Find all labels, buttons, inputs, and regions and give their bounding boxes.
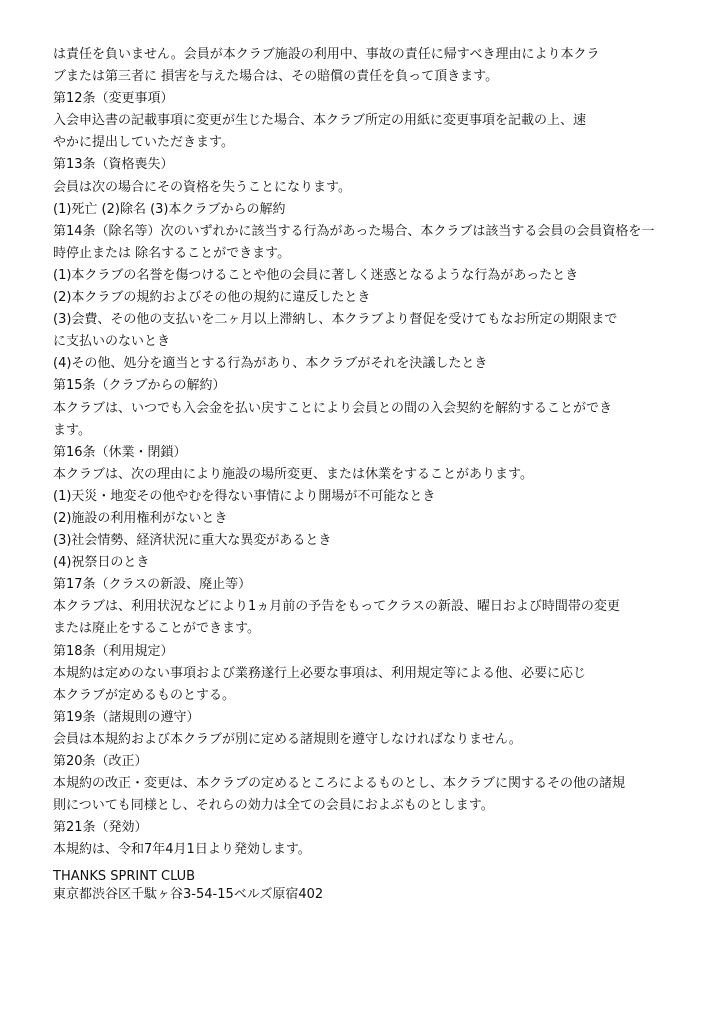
text-line: (3)会費、その他の支払いを二ヶ月以上滞納し、本クラブより督促を受けてもなお所定の期限まで <box>53 312 618 328</box>
text-line: ます。 <box>53 422 91 438</box>
text-line: 本クラブは、利用状況などにより1ヵ月前の予告をもってクラスの新設、曜日および時間帯の変更 <box>53 599 620 615</box>
text-line: 会員は本規約および本クラブが別に定める諸規則を遵守しなければなりません。 <box>53 731 522 747</box>
text-line: に支払いのないとき <box>53 334 171 350</box>
club-name: THANKS SPRINT CLUB <box>53 869 196 884</box>
text-line: 本規約は、令和7年4月1日より発効します。 <box>53 842 311 858</box>
text-line: は責任を負いません。会員が本クラブ施設の利用中、事故の責任に帰すべき理由により本クラ <box>53 47 600 62</box>
article-heading: 第19条（諸規則の遵守） <box>53 709 200 725</box>
club-address: 東京都渋谷区千駄ヶ谷3-54-15ベルズ原宿402 <box>53 887 324 902</box>
article-heading: 第20条（改正） <box>53 754 148 769</box>
text-line: (2)施設の利用権利がないとき <box>53 510 228 526</box>
text-line: (3)社会情勢、経済状況に重大な異変があるとき <box>53 533 332 549</box>
text-line: (1)死亡 (2)除名 (3)本クラブからの解約 <box>53 201 286 217</box>
text-line: 本クラブが定めるものとする。 <box>53 687 236 703</box>
text-line: (2)本クラブの規約およびその他の規約に違反したとき <box>53 290 371 306</box>
text-line: 本クラブは、いつでも入会金を払い戻すことにより会員との間の入会契約を解約することができ <box>53 400 613 416</box>
text-line: 本クラブは、次の理由により施設の場所変更、または休業をすることがあります。 <box>53 466 533 482</box>
text-line: (4)祝祭日のとき <box>53 555 150 571</box>
text-line: または廃止をすることができます。 <box>53 621 260 637</box>
article-heading: 第16条（休業・閉鎖） <box>53 444 187 460</box>
text-line: 則についても同様とし、それらの効力は全ての会員におよぶものとします。 <box>53 798 494 814</box>
article-heading: 第15条（クラブからの解約） <box>53 378 226 394</box>
article-heading: 第17条（クラスの新設、廃止等） <box>53 577 252 593</box>
text-line: (1)本クラブの名誉を傷つけることや他の会員に著しく迷惑となるような行為があったとき <box>53 267 579 283</box>
text-line: 会員は次の場合にその資格を失うことになります。 <box>53 179 351 195</box>
text-line: (1)天災・地変その他やむを得ない事情により開場が不可能なとき <box>53 488 436 504</box>
terms-body <box>53 44 693 861</box>
club-footer <box>53 868 323 904</box>
article-heading: 第21条（発効） <box>53 820 148 836</box>
article-heading: 第12条（変更事項） <box>53 91 174 107</box>
article-heading: 第18条（利用規定） <box>53 643 174 659</box>
article-heading: 第13条（資格喪失） <box>53 157 174 173</box>
text-line: 時停止または 除名することができます。 <box>53 245 291 261</box>
text-line: やかに提出していただきます。 <box>53 135 234 151</box>
text-line: ブまたは第三者に 損害を与えた場合は、その賠償の責任を負って頂きます。 <box>53 69 499 85</box>
article-heading: 第14条（除名等）次のいずれかに該当する行為があった場合、本クラブは該当する会員の会員資格を一 <box>53 223 655 239</box>
text-line: 本規約の改正・変更は、本クラブの定めるところによるものとし、本クラブに関するその他の諸規 <box>53 776 626 792</box>
text-line: 本規約は定めのない事項および業務遂行上必要な事項は、利用規定等による他、必要に応じ <box>53 665 587 681</box>
text-line: 入会申込書の記載事項に変更が生じた場合、本クラブ所定の用紙に変更事項を記載の上、速 <box>53 113 587 129</box>
text-line: (4)その他、処分を適当とする行為があり、本クラブがそれを決議したとき <box>53 356 488 372</box>
